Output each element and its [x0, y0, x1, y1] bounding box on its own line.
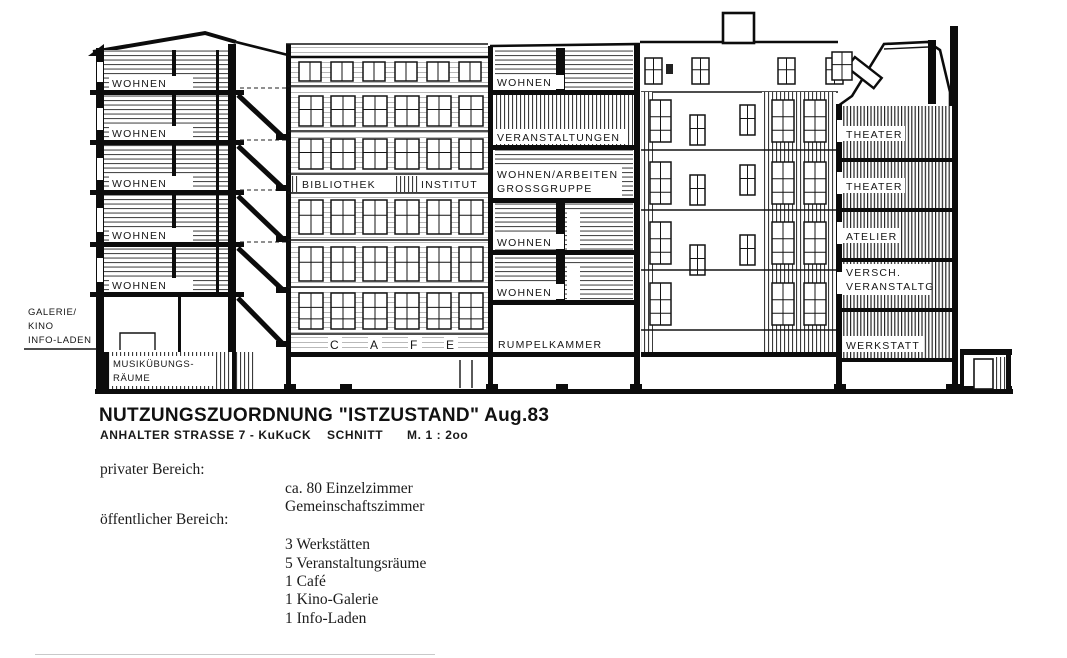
middle-building: [286, 44, 492, 390]
left-building: [88, 33, 254, 390]
label-cafe-c: C: [330, 338, 340, 352]
facade-win-colB2: [690, 175, 705, 205]
drawing-type: SCHNITT: [327, 428, 384, 442]
label-institut: INSTITUT: [421, 179, 478, 191]
rear-facade: [640, 13, 843, 357]
legend-public-item-3: 1 Café: [285, 573, 326, 590]
facade-win-colA3: [650, 222, 671, 264]
facade-win-colA1: [650, 100, 671, 142]
facade-win-colC3: [740, 235, 755, 265]
label-theater-1: THEATER: [846, 129, 903, 141]
drawing-address: ANHALTER STRASSE 7 - KuKuCK: [100, 428, 312, 442]
right-building: [832, 26, 958, 390]
label-cafe-e: E: [446, 338, 456, 352]
cafe-label: [296, 337, 486, 352]
scan-artifact-line: [35, 654, 435, 655]
label-cafe-a: A: [370, 338, 380, 352]
label-werkstatt: WERKSTATT: [846, 340, 920, 352]
label-kino: KINO: [28, 321, 54, 332]
legend-private-heading: privater Bereich:: [100, 461, 205, 478]
label-wohnen-1: WOHNEN: [112, 78, 168, 90]
label-center-wohnen-5: WOHNEN: [497, 287, 553, 299]
label-info-laden: INFO-LADEN: [28, 335, 92, 346]
label-galerie: GALERIE/: [28, 307, 77, 318]
stairwell: [232, 42, 288, 390]
label-veranstaltg: VERANSTALTG: [846, 281, 935, 293]
label-raeume: RÄUME: [113, 373, 151, 384]
label-theater-2: THEATER: [846, 181, 903, 193]
legend-public-item-2: 5 Veranstaltungsräume: [285, 555, 427, 572]
galerie-annotation: [24, 307, 97, 349]
label-wohnen-arbeiten: WOHNEN/ARBEITEN: [497, 169, 619, 181]
label-veranstaltungen: VERANSTALTUNGEN: [497, 132, 621, 144]
legend-public-item-5: 1 Info-Laden: [285, 610, 367, 627]
label-versch: VERSCH.: [846, 267, 902, 279]
label-atelier: ATELIER: [846, 231, 898, 243]
label-musikuebungs: MUSIKÜBUNGS-: [113, 359, 195, 370]
facade-win-colC: [740, 105, 755, 135]
facade-win-colA4: [650, 283, 671, 325]
label-rumpelkammer: RUMPELKAMMER: [498, 339, 603, 351]
label-center-wohnen-4: WOHNEN: [497, 237, 553, 249]
label-wohnen-4: WOHNEN: [112, 230, 168, 242]
right-annex: [960, 349, 1012, 390]
drawing-title: NUTZUNGSZUORDNUNG "ISTZUSTAND" Aug.83: [99, 405, 550, 426]
label-center-wohnen-1: WOHNEN: [497, 77, 553, 89]
legend-public-heading: öffentlicher Bereich:: [100, 511, 229, 528]
legend-private-item-2: Gemeinschaftszimmer: [285, 498, 425, 515]
label-wohnen-5: WOHNEN: [112, 280, 168, 292]
legend-private-item-1: ca. 80 Einzelzimmer: [285, 480, 413, 497]
label-grossgruppe: GROSSGRUPPE: [497, 183, 593, 195]
gable-window: [832, 52, 852, 80]
facade-win-colC2: [740, 165, 755, 195]
label-wohnen-3: WOHNEN: [112, 178, 168, 190]
facade-win-colA2: [650, 162, 671, 204]
center-building: [488, 44, 640, 390]
legend-public-item-4: 1 Kino-Galerie: [285, 591, 379, 608]
label-cafe-f: F: [410, 338, 419, 352]
facade-win-colB: [690, 115, 705, 145]
label-bibliothek: BIBLIOTHEK: [302, 179, 376, 191]
drawing-scale: M. 1 : 2oo: [407, 428, 469, 442]
legend-public-item-1: 3 Werkstätten: [285, 536, 370, 553]
label-wohnen-2: WOHNEN: [112, 128, 168, 140]
attic-windows: [645, 58, 709, 84]
